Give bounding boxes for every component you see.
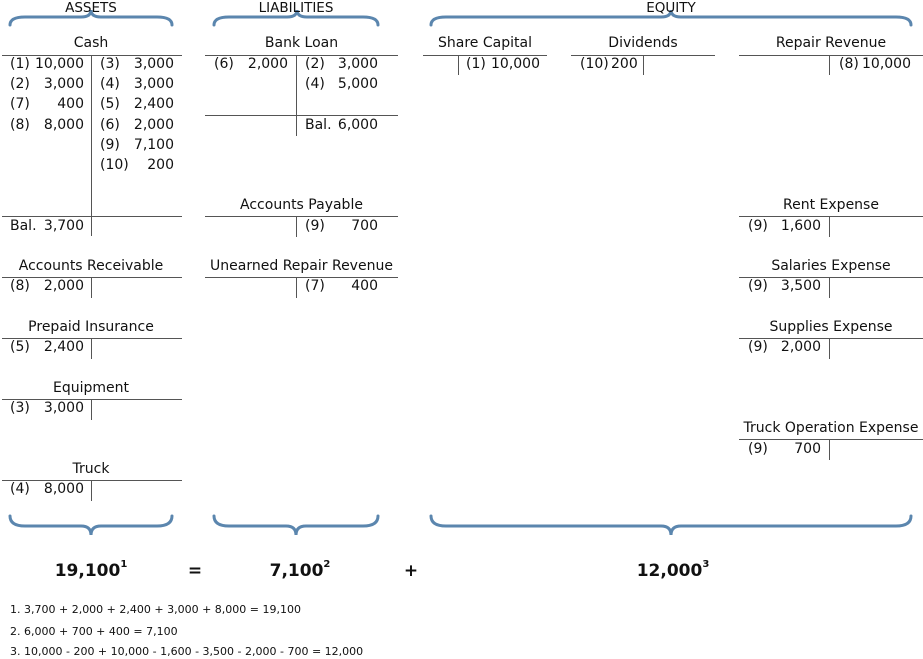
share-capital-credit-amount: 10,000	[491, 56, 540, 72]
truck-title: Truck	[72, 461, 110, 477]
bank-loan-credit-amount: 5,000	[337, 76, 378, 92]
t-divider	[91, 480, 92, 501]
accounts-payable-credit-ref: (9)	[305, 218, 325, 234]
cash-balance-label: Bal.	[10, 218, 37, 234]
repair-revenue-credit-ref: (8)	[839, 56, 859, 72]
equals-sign: =	[187, 561, 203, 581]
truck-debit-ref: (4)	[10, 481, 30, 497]
accounts-receivable-debit-ref: (8)	[10, 278, 30, 294]
salaries-expense-debit-ref: (9)	[748, 278, 768, 294]
salaries-expense-title: Salaries Expense	[771, 258, 891, 274]
equipment-title: Equipment	[53, 380, 129, 396]
share-capital-title: Share Capital	[438, 35, 532, 51]
cash-credit-ref: (9)	[100, 137, 120, 153]
bank-loan-title: Bank Loan	[264, 35, 339, 51]
assets-header: ASSETS	[65, 0, 117, 16]
cash-credit-amount: 3,000	[133, 76, 174, 92]
t-divider	[829, 55, 830, 75]
t-line	[739, 439, 923, 440]
t-divider	[91, 399, 92, 420]
t-divider	[91, 338, 92, 359]
liabilities-total	[262, 561, 338, 581]
cash-credit-ref: (10)	[100, 157, 129, 173]
repair-revenue-title: Repair Revenue	[775, 35, 887, 51]
footnote-3: 3. 10,000 - 200 + 10,000 - 1,600 - 3,500 - 2,000 - 700 = 12,000	[10, 645, 364, 658]
share-capital-credit-ref: (1)	[466, 56, 486, 72]
t-balance-line	[205, 115, 398, 116]
truck-operation-expense-debit-amount: 700	[794, 441, 821, 457]
t-line	[205, 216, 398, 217]
t-divider	[458, 55, 459, 75]
truck-operation-expense-title: Truck Operation Expense	[743, 420, 919, 436]
truck-debit-amount: 8,000	[43, 481, 84, 497]
t-divider	[296, 277, 297, 298]
rent-expense-debit-amount: 1,600	[780, 218, 821, 234]
assets-bottom-brace	[10, 516, 172, 535]
unearned-repair-revenue-credit-ref: (7)	[305, 278, 325, 294]
footnote-2: 2. 6,000 + 700 + 400 = 7,100	[10, 625, 178, 638]
t-divider	[829, 439, 830, 460]
cash-credit-amount: 200	[147, 157, 174, 173]
prepaid-insurance-title: Prepaid Insurance	[28, 319, 154, 335]
bank-loan-credit-ref: (2)	[305, 56, 325, 72]
cash-debit-ref: (8)	[10, 117, 30, 133]
accounts-receivable-title: Accounts Receivable	[18, 258, 164, 274]
cash-debit-amount: 8,000	[43, 117, 84, 133]
t-divider	[829, 216, 830, 237]
bank-loan-balance-label: Bal.	[305, 117, 332, 133]
bank-loan-debit-amount: 2,000	[247, 56, 288, 72]
dividends-debit-amount: 200	[611, 56, 638, 72]
supplies-expense-debit-amount: 2,000	[780, 339, 821, 355]
dividends-debit-ref: (10)	[580, 56, 609, 72]
t-divider	[643, 55, 644, 75]
cash-title: Cash	[73, 35, 109, 51]
cash-balance-amount: 3,700	[43, 218, 84, 234]
prepaid-insurance-debit-ref: (5)	[10, 339, 30, 355]
cash-debit-ref: (1)	[10, 56, 30, 72]
cash-debit-amount: 10,000	[35, 56, 84, 72]
assets-total-footnote: 1	[120, 559, 128, 571]
accounts-payable-title: Accounts Payable	[240, 197, 363, 213]
equipment-debit-amount: 3,000	[43, 400, 84, 416]
cash-debit-amount: 400	[57, 96, 84, 112]
cash-credit-ref: (3)	[100, 56, 120, 72]
cash-credit-amount: 3,000	[133, 56, 174, 72]
cash-debit-amount: 3,000	[43, 76, 84, 92]
liabilities-header: LIABILITIES	[258, 0, 334, 16]
cash-credit-amount: 7,100	[133, 137, 174, 153]
assets-total	[50, 561, 132, 581]
cash-debit-ref: (2)	[10, 76, 30, 92]
t-divider	[829, 277, 830, 298]
equity-total	[630, 561, 716, 581]
cash-credit-ref: (5)	[100, 96, 120, 112]
unearned-repair-revenue-title: Unearned Repair Revenue	[210, 258, 393, 274]
t-divider	[829, 338, 830, 359]
salaries-expense-debit-amount: 3,500	[780, 278, 821, 294]
bank-loan-balance-amount: 6,000	[337, 117, 378, 133]
equity-total-value: 12,000	[636, 561, 703, 581]
cash-divider	[91, 55, 92, 236]
equipment-debit-ref: (3)	[10, 400, 30, 416]
rent-expense-title: Rent Expense	[783, 197, 879, 213]
cash-balance-line	[2, 216, 182, 217]
assets-total-value: 19,100	[54, 561, 121, 581]
liabilities-total-value: 7,100	[269, 561, 324, 581]
cash-credit-ref: (6)	[100, 117, 120, 133]
accounts-receivable-debit-amount: 2,000	[43, 278, 84, 294]
t-divider	[296, 55, 297, 136]
repair-revenue-credit-amount: 10,000	[862, 56, 911, 72]
liabilities-bottom-brace	[214, 516, 378, 535]
footnote-1: 1. 3,700 + 2,000 + 2,400 + 3,000 + 8,000 = 19,100	[10, 603, 301, 616]
dividends-title: Dividends	[608, 35, 678, 51]
bank-loan-debit-ref: (6)	[214, 56, 234, 72]
cash-credit-amount: 2,000	[133, 117, 174, 133]
t-divider	[91, 277, 92, 298]
accounts-payable-credit-amount: 700	[351, 218, 378, 234]
supplies-expense-title: Supplies Expense	[769, 319, 893, 335]
liabilities-total-footnote: 2	[323, 559, 331, 571]
equity-header: EQUITY	[646, 0, 696, 16]
cash-debit-ref: (7)	[10, 96, 30, 112]
equity-bottom-brace	[431, 516, 911, 535]
rent-expense-debit-ref: (9)	[748, 218, 768, 234]
t-divider	[296, 216, 297, 237]
prepaid-insurance-debit-amount: 2,400	[43, 339, 84, 355]
unearned-repair-revenue-credit-amount: 400	[351, 278, 378, 294]
supplies-expense-debit-ref: (9)	[748, 339, 768, 355]
truck-operation-expense-debit-ref: (9)	[748, 441, 768, 457]
bank-loan-credit-ref: (4)	[305, 76, 325, 92]
cash-credit-ref: (4)	[100, 76, 120, 92]
t-line	[739, 216, 923, 217]
bank-loan-credit-amount: 3,000	[337, 56, 378, 72]
cash-credit-amount: 2,400	[133, 96, 174, 112]
equity-total-footnote: 3	[702, 559, 710, 571]
plus-sign: +	[403, 561, 419, 581]
